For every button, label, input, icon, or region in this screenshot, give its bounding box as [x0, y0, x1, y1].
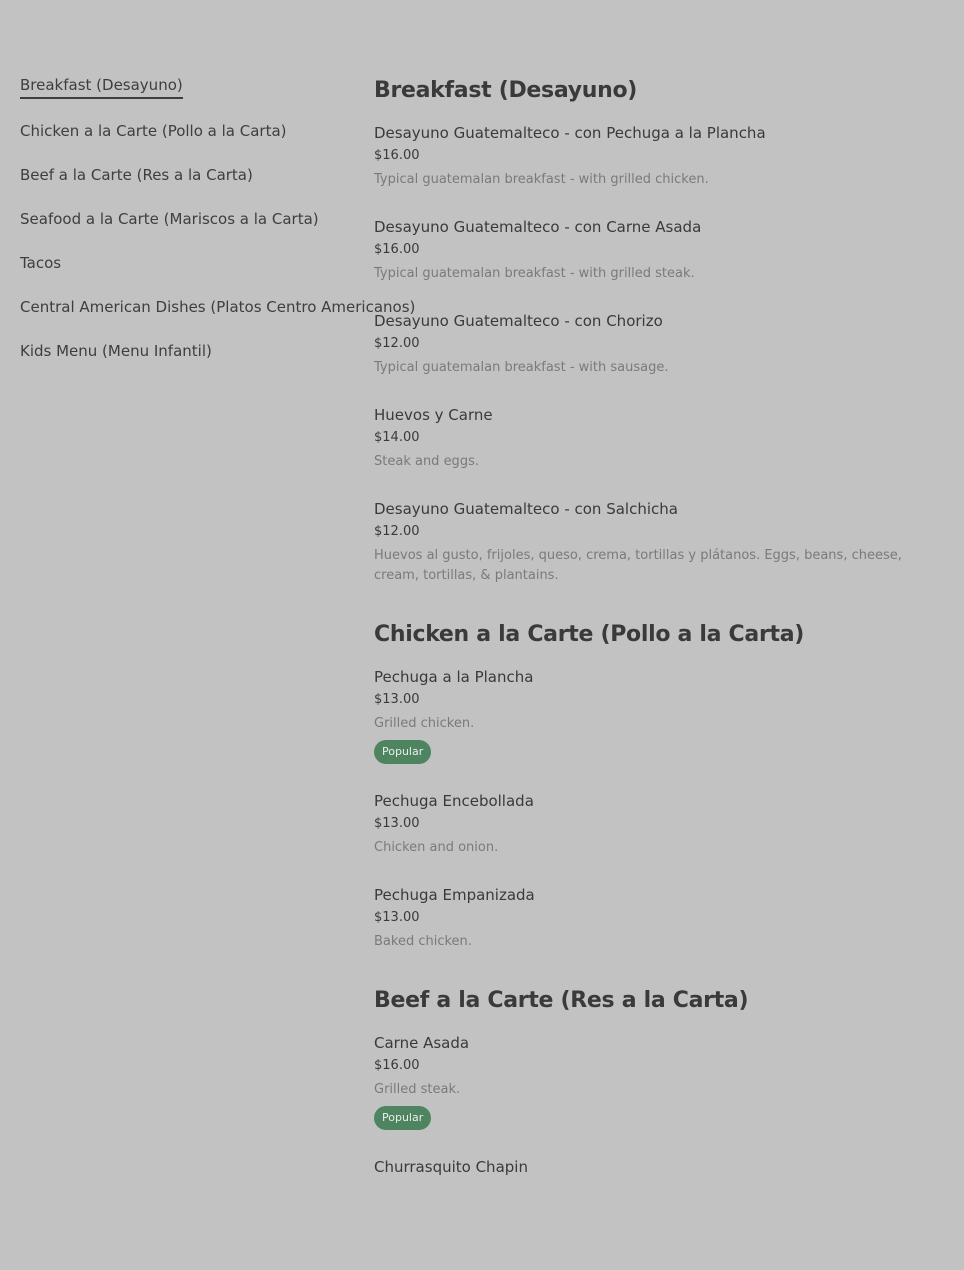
menu-section-beef [374, 984, 944, 1178]
item-price: $14.00 [374, 430, 420, 445]
sidebar-item-seafood[interactable]: Seafood a la Carte (Mariscos a la Carta) [20, 210, 319, 228]
sidebar-item-kids-menu[interactable]: Kids Menu (Menu Infantil) [20, 342, 212, 360]
item-name[interactable]: Desayuno Guatemalteco - con Pechuga a la Plancha [374, 124, 766, 142]
section-title: Chicken a la Carte (Pollo a la Carta) [374, 622, 805, 647]
menu-item[interactable] [374, 310, 944, 378]
item-name[interactable]: Desayuno Guatemalteco - con Carne Asada [374, 218, 702, 236]
item-price: $16.00 [374, 1058, 420, 1073]
sidebar-item-tacos[interactable]: Tacos [20, 254, 62, 272]
sidebar-item-breakfast[interactable]: Breakfast (Desayuno) [20, 73, 183, 99]
menu-content [374, 74, 944, 1210]
menu-item[interactable] [374, 216, 944, 284]
item-description: Baked chicken. [374, 934, 472, 949]
sidebar-item-chicken[interactable]: Chicken a la Carte (Pollo a la Carta) [20, 122, 287, 140]
menu-item[interactable] [374, 1156, 944, 1178]
item-name[interactable]: Churrasquito Chapin [374, 1158, 528, 1176]
sidebar-active-wrap [20, 73, 326, 119]
popular-badge: Popular [374, 740, 431, 764]
item-price: $13.00 [374, 692, 420, 707]
item-price: $12.00 [374, 524, 420, 539]
item-description: Steak and eggs. [374, 454, 479, 469]
item-price: $12.00 [374, 336, 420, 351]
section-title: Beef a la Carte (Res a la Carta) [374, 988, 749, 1013]
item-name[interactable]: Pechuga a la Plancha [374, 668, 534, 686]
menu-item[interactable] [374, 122, 944, 190]
menu-item[interactable] [374, 498, 944, 586]
menu-item[interactable] [374, 884, 944, 952]
section-title: Breakfast (Desayuno) [374, 78, 638, 103]
menu-item[interactable] [374, 790, 944, 858]
menu-item[interactable] [374, 666, 944, 764]
item-name[interactable]: Pechuga Empanizada [374, 886, 535, 904]
item-description: Chicken and onion. [374, 840, 499, 855]
item-description: Typical guatemalan breakfast - with grilled chicken. [374, 172, 709, 187]
item-description: Huevos al gusto, frijoles, queso, crema, tortillas y plátanos. Eggs, beans, cheese, cream, tortillas, & plantains. [374, 548, 902, 583]
item-price: $13.00 [374, 910, 420, 925]
item-name[interactable]: Carne Asada [374, 1034, 470, 1052]
menu-item[interactable] [374, 404, 944, 472]
item-name[interactable]: Desayuno Guatemalteco - con Chorizo [374, 312, 663, 330]
menu-section-breakfast [374, 74, 944, 586]
item-description: Typical guatemalan breakfast - with sausage. [374, 360, 669, 375]
sidebar-item-central-american[interactable]: Central American Dishes (Platos Centro Americanos) [20, 298, 416, 316]
popular-badge: Popular [374, 1106, 431, 1130]
item-name[interactable]: Huevos y Carne [374, 406, 493, 424]
item-price: $16.00 [374, 242, 420, 257]
item-description: Typical guatemalan breakfast - with grilled steak. [374, 266, 695, 281]
menu-item[interactable] [374, 1032, 944, 1130]
item-price: $16.00 [374, 148, 420, 163]
menu-section-chicken [374, 618, 944, 952]
item-name[interactable]: Desayuno Guatemalteco - con Salchicha [374, 500, 678, 518]
item-description: Grilled steak. [374, 1082, 461, 1097]
item-description: Grilled chicken. [374, 716, 475, 731]
item-name[interactable]: Pechuga Encebollada [374, 792, 534, 810]
sidebar-item-beef[interactable]: Beef a la Carte (Res a la Carta) [20, 166, 253, 184]
item-price: $13.00 [374, 816, 420, 831]
